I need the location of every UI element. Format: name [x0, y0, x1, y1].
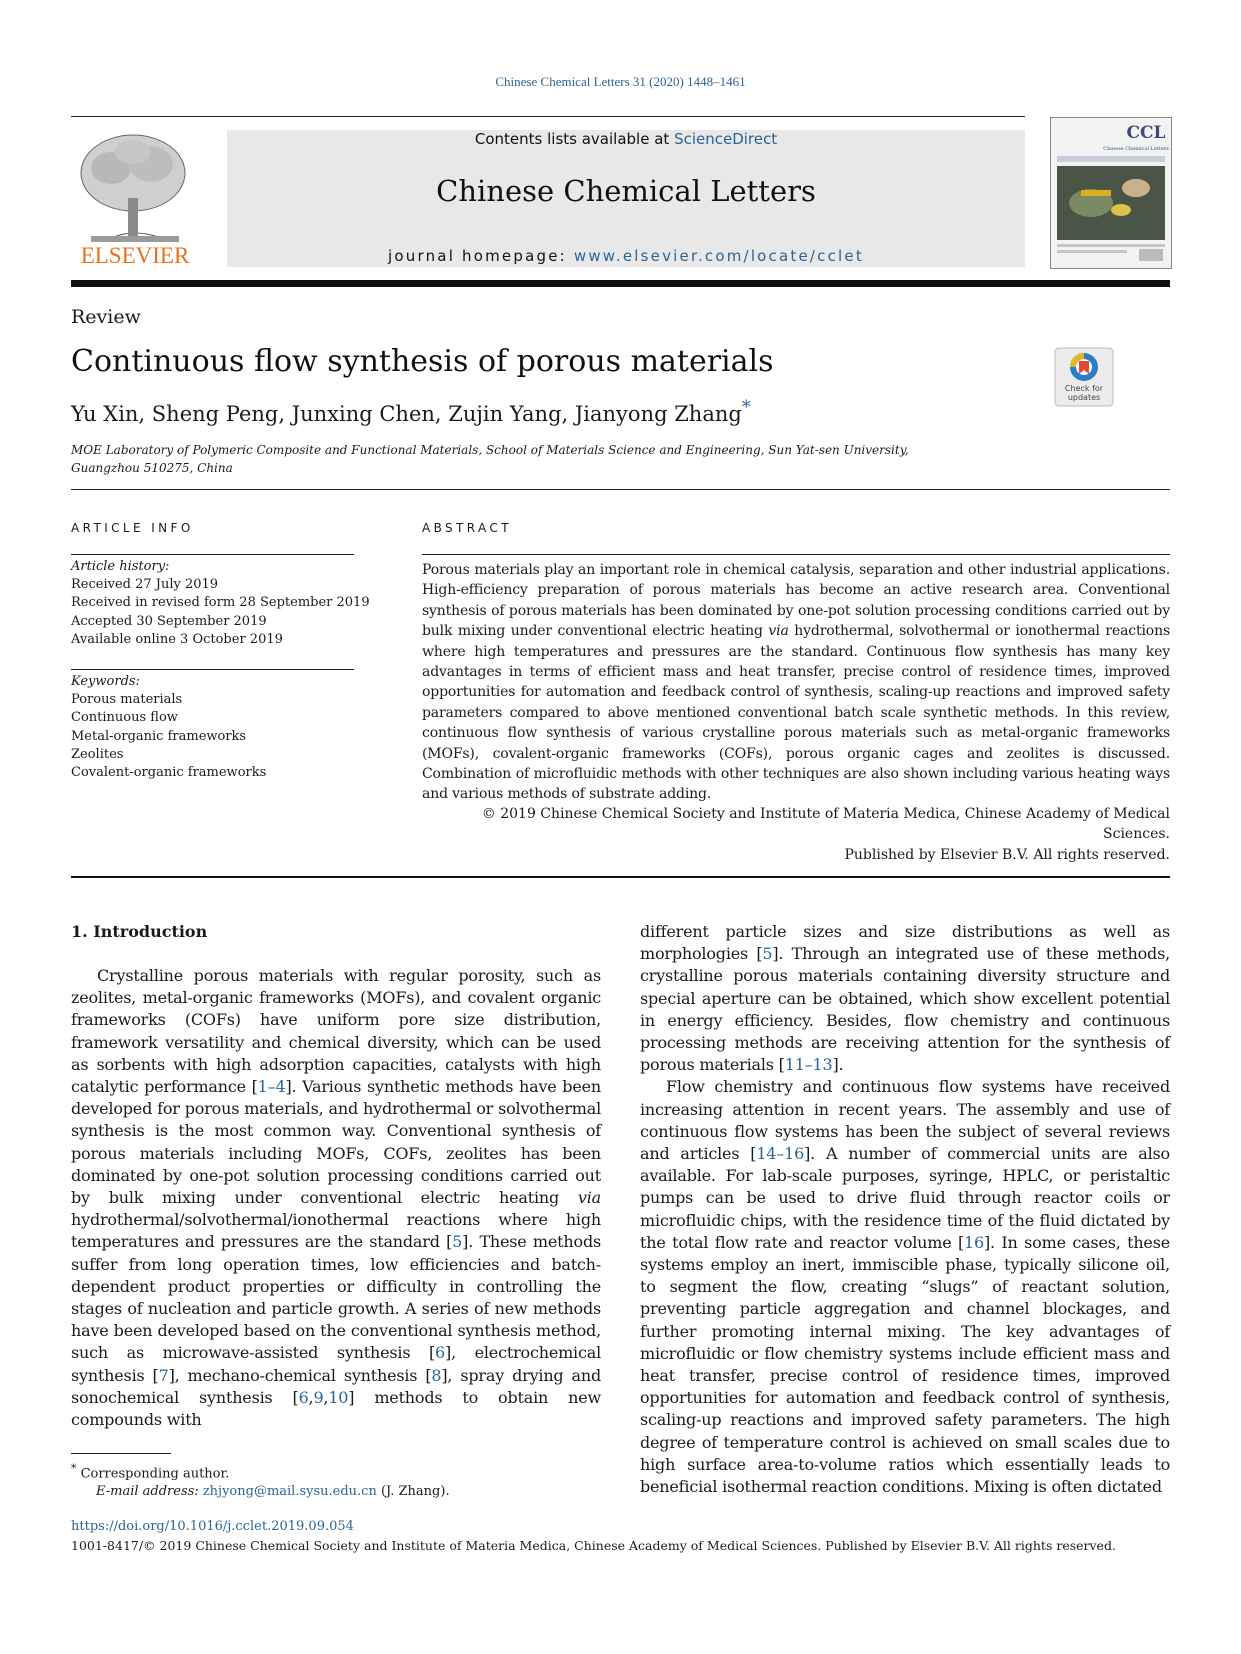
- title-rule: [71, 489, 1170, 490]
- homepage-link[interactable]: www.elsevier.com/locate/cclet: [573, 247, 864, 265]
- text-run: Flow chemistry and continuous flow systems have received increasing attention in recent years. The assembly and use of continuous flow systems has been the subject of several reviews and articles [: [640, 1077, 1170, 1164]
- keyword-item: Porous materials: [71, 692, 183, 708]
- text-run: Crystalline porous materials with regular porosity, such as zeolites, metal-organic frameworks (MOFs), and covalent organic frameworks (COFs) have uniform pore size distribution, framework versatility and chemical diversity, which can be used as sorbents with high adsorption capacities, catalysts with high catalytic performance [: [71, 966, 601, 1097]
- elsevier-logo: [71, 128, 199, 268]
- ref-link[interactable]: 7: [158, 1365, 169, 1385]
- section-heading-introduction: 1. Introduction: [71, 922, 208, 941]
- footnote-mark: *: [71, 1462, 77, 1475]
- journal-name: Chinese Chemical Letters: [436, 174, 816, 208]
- ref-link[interactable]: 6: [298, 1387, 309, 1407]
- ref-link[interactable]: 5: [452, 1232, 463, 1252]
- text-run: ], electrochemical synthesis [: [71, 1343, 601, 1385]
- author-list: [71, 398, 751, 426]
- text-run: ]. These methods suffer from long operation times, low efficiencies and batch-dependent product properties or difficulty in controlling the stages of nucleation and particle growth. A series of new methods have been developed based on the conventional synthesis method, such as microwave-assisted synthesis [: [71, 1232, 601, 1363]
- keywords-label: Keywords:: [71, 674, 140, 689]
- footnote-line-2: [71, 1483, 450, 1501]
- keywords-block: [71, 673, 371, 782]
- history-revised: Received in revised form 28 September 2019: [71, 595, 370, 611]
- text-run: ], spray drying and sonochemical synthesis [: [71, 1365, 601, 1407]
- email-link[interactable]: zhjyong@mail.sysu.edu.cn: [202, 1484, 377, 1500]
- corresponding-author-mark[interactable]: *: [741, 398, 751, 418]
- ref-link[interactable]: 9: [313, 1387, 324, 1407]
- intro-right-column: [640, 921, 1170, 1498]
- article-info-heading: ARTICLE INFO: [71, 521, 194, 535]
- text-run: hydrothermal/solvothermal/ionothermal reactions where high temperatures and pressures are the standard [: [71, 1210, 601, 1252]
- history-accepted: Accepted 30 September 2019: [71, 613, 267, 629]
- authors-text: Yu Xin, Sheng Peng, Junxing Chen, Zujin Yang, Jianyong Zhang: [71, 402, 742, 426]
- article-title: Continuous flow synthesis of porous materials: [71, 344, 774, 379]
- journal-citation[interactable]: Chinese Chemical Letters 31 (2020) 1448–1461: [495, 74, 746, 89]
- copyright-line-1: © 2019 Chinese Chemical Society and Institute of Materia Medica, Chinese Academy of Medical Sciences.: [481, 806, 1170, 843]
- check-updates-icon: [1054, 347, 1114, 407]
- article-history: [71, 558, 371, 649]
- footnote-rule: [71, 1453, 171, 1454]
- ref-link[interactable]: 10: [328, 1387, 349, 1407]
- abstract-end-rule: [71, 876, 1170, 878]
- intro-left-column: [71, 965, 601, 1431]
- text-run: different particle sizes and size distributions as well as morphologies [: [640, 922, 1170, 964]
- ref-link[interactable]: 16: [964, 1232, 985, 1252]
- keyword-item: Continuous flow: [71, 710, 178, 726]
- ref-link[interactable]: 6: [435, 1343, 446, 1363]
- header-thick-rule: [71, 280, 1170, 287]
- homepage-prefix: journal homepage:: [388, 247, 567, 265]
- svg-text:updates: updates: [1067, 393, 1101, 402]
- ref-link[interactable]: 11–13: [784, 1055, 833, 1075]
- corresponding-author-footnote: [71, 1460, 450, 1501]
- issn-copyright-line: 1001-8417/© 2019 Chinese Chemical Society and Institute of Materia Medica, Chinese Academy of Medical Sciences. Published by Elsevier B.V. All rights reserved.: [71, 1538, 1116, 1553]
- intro-paragraph-1-cont: [640, 921, 1170, 1076]
- homepage-line: [227, 247, 1025, 265]
- footnote-line-1: [71, 1460, 450, 1483]
- affiliation: MOE Laboratory of Polymeric Composite and Functional Materials, School of Materials Science and Engineering, Sun Yat-sen University, Guangzhou 510275, China: [71, 443, 909, 475]
- text-run: ]. A number of commercial units are also available. For lab-scale purposes, syringe, HPLC, or peristaltic pumps can be used to drive fluid through reactor coils or microfluidic chips, with the residence time of the fluid dictated by the total flow rate and reactor volume [: [640, 1144, 1170, 1252]
- email-label: E-mail address:: [96, 1484, 199, 1500]
- text-run: ]. In some cases, these systems employ an inert, immiscible phase, typically silicone oil, to segment the flow, creating “slugs” of reactant solution, preventing particle aggregation and channel blockages, and further promoting internal mixing. The key advantages of microfluidic or flow chemistry systems include efficient mass and heat transfer, precise control of residence times, improved opportunities for automation and feedback control of synthesis, scaling-up reactions and improved safety parameters. The high degree of temperature control is achieved on small scales due to high surface area-to-volume ratios which essentially leads to beneficial isothermal reaction conditions. Mixing is often dictated: [640, 1232, 1170, 1497]
- text-run: ]. Through an integrated use of these methods, crystalline porous materials containing diversity structure and special aperture can be obtained, which show excellent potential in energy efficiency. Besides, flow chemistry and continuous processing methods are receiving attention for the synthesis of porous materials [: [640, 944, 1170, 1075]
- intro-paragraph-2: [640, 1076, 1170, 1498]
- contents-prefix: Contents lists available at: [474, 130, 670, 148]
- copyright-line-2: Published by Elsevier B.V. All rights reserved.: [844, 846, 1170, 863]
- ref-link[interactable]: 8: [431, 1365, 442, 1385]
- ref-link[interactable]: 14–16: [756, 1144, 805, 1164]
- keyword-item: Zeolites: [71, 746, 124, 762]
- cover-image: [1051, 118, 1171, 268]
- abstract-copyright: [422, 804, 1170, 865]
- header-rule: [71, 116, 1025, 117]
- svg-text:Chinese Chemical Letters: Chinese Chemical Letters: [1103, 146, 1169, 152]
- elsevier-tree-icon: [71, 128, 199, 268]
- text-run: ] methods to obtain new compounds with: [71, 1387, 601, 1430]
- history-online: Available online 3 October 2019: [71, 631, 283, 647]
- check-for-updates-badge[interactable]: [1054, 347, 1114, 407]
- article-type: Review: [71, 306, 141, 328]
- ref-link[interactable]: 5: [762, 944, 773, 964]
- contents-line: [227, 130, 1025, 148]
- text-run: ]. Various synthetic methods have been developed for porous materials, and hydrothermal or solvothermal synthesis is the most common way. Conventional synthesis of porous materials including MOFs, COFs, zeolites has been dominated by one-pot solution processing conditions carried out by bulk mixing under conventional electric heating: [71, 1077, 601, 1208]
- keyword-item: Metal-organic frameworks: [71, 728, 247, 744]
- history-label: Article history:: [71, 559, 170, 574]
- text-run: ], mechano-chemical synthesis [: [168, 1365, 432, 1385]
- abstract-text-b: hydrothermal, solvothermal or ionothermal reactions where high temperatures and pressures are the standard. Continuous flow synthesis has many key advantages in terms of efficient mass and heat transfer, precise control of residence times, improved opportunities for automation and feedback control of synthesis, scaling-up reactions and improved safety parameters compared to above mentioned conventional batch scale synthetic methods. In this review, continuous flow synthesis of various crystalline porous materials such as metal-organic frameworks (MOFs), covalent-organic frameworks (COFs), porous organic cages and zeolites is discussed. Combination of microfluidic methods with other techniques are also shown including various heating ways and various methods of substrate adding.: [422, 623, 1170, 803]
- via-text: via: [577, 1188, 601, 1208]
- intro-paragraph-1: Crystalline porous materials with regular porosity, such as zeolites, metal-organic frameworks (MOFs), and covalent organic frameworks (COFs) have uniform pore size distribution, framework versatility and chemical diversity, which can be used as sorbents with high adsorption capacities, catalysts with high catalytic performance [1–4]. Various synthetic methods have been developed for porous materials, and hydrothermal or solvothermal synthesis is the most common way. Conventional synthesis of porous materials including MOFs, COFs, zeolites has been dominated by one-pot solution processing conditions carried out by bulk mixing under conventional electric heating via hydrothermal/solvothermal/ionothermal reactions where high temperatures and pressures are the standard [5]. These methods suffer from long operation times, low efficiencies and batch-dependent product properties or difficulty in controlling the stages of nucleation and particle growth. A series of new methods have been developed based on the conventional synthesis method, such as microwave-assisted synthesis [6], electrochemical synthesis [7], mechano-chemical synthesis [8], spray drying and sonochemical synthesis [6,9,10] methods to obtain new compounds with: [71, 966, 601, 1430]
- article-info-rule: [71, 554, 354, 555]
- keyword-item: Covalent-organic frameworks: [71, 765, 267, 781]
- abstract-body: [422, 560, 1170, 805]
- abstract-heading: ABSTRACT: [422, 521, 512, 535]
- svg-text:ELSEVIER: ELSEVIER: [80, 243, 190, 268]
- ref-link[interactable]: 1–4: [257, 1077, 286, 1097]
- history-received: Received 27 July 2019: [71, 577, 219, 593]
- doi-link[interactable]: https://doi.org/10.1016/j.cclet.2019.09.054: [71, 1519, 354, 1534]
- corresponding-text: Corresponding author.: [80, 1466, 230, 1482]
- abstract-rule: [422, 554, 1170, 555]
- journal-cover[interactable]: [1050, 117, 1172, 269]
- abstract-text-a: Porous materials play an important role in chemical catalysis, separation and other industrial applications. High-efficiency preparation of porous materials has become an active research area. Conventional synthesis of porous materials has been dominated by one-pot solution processing conditions carried out by bulk mixing under conventional electric heating: [422, 562, 1170, 640]
- text-run: ].: [832, 1055, 844, 1075]
- keywords-rule: [71, 669, 354, 670]
- abstract-via: via: [768, 623, 789, 640]
- svg-text:CCL: CCL: [1126, 123, 1166, 143]
- email-suffix: (J. Zhang).: [380, 1484, 450, 1500]
- sciencedirect-link[interactable]: ScienceDirect: [674, 130, 778, 148]
- svg-text:Check for: Check for: [1064, 384, 1104, 393]
